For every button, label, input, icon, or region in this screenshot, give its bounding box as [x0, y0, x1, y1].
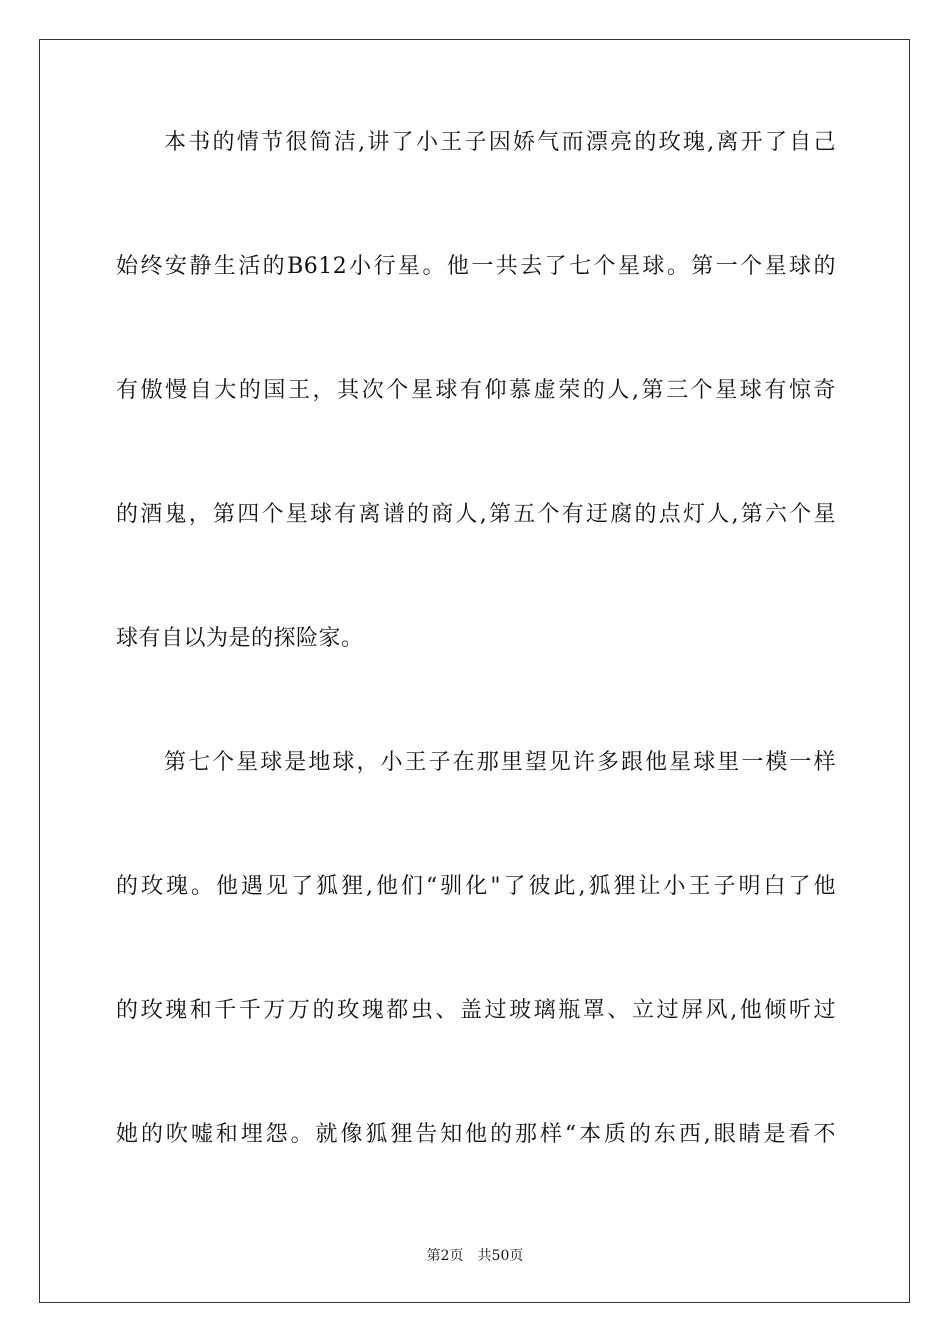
paragraph-1-line-2: 始终安静生活的B612小行星。他一共去了七个星球。第一个星球的 — [116, 254, 836, 279]
page-number: 第2页 — [426, 1248, 464, 1264]
paragraph-2-line-3: 的玫瑰和千千万万的玫瑰都虫、盖过玻璃瓶罩、立过屏风,他倾听过 — [116, 998, 836, 1023]
paragraph-2-line-4: 她的吹嘘和埋怨。就像狐狸告知他的那样“本质的东西,眼睛是看不 — [116, 1122, 836, 1147]
paragraph-2-line-2: 的玫瑰。他遇见了狐狸,他们“驯化"了彼此,狐狸让小王子明白了他 — [116, 874, 836, 899]
page-frame — [39, 39, 910, 1303]
page-footer — [0, 1246, 950, 1266]
paragraph-2-line-1: 第七个星球是地球，小王子在那里望见许多跟他星球里一模一样 — [164, 750, 836, 775]
page-total: 共50页 — [477, 1248, 524, 1264]
paragraph-1-line-3: 有傲慢自大的国王，其次个星球有仰慕虚荣的人,第三个星球有惊奇 — [116, 378, 836, 403]
paragraph-1-line-5: 球有自以为是的探险家。 — [116, 626, 364, 651]
paragraph-1-line-4: 的酒鬼，第四个星球有离谱的商人,第五个有迂腐的点灯人,第六个星 — [116, 502, 836, 527]
paragraph-1-line-1: 本书的情节很简洁,讲了小王子因娇气而漂亮的玫瑰,离开了自己 — [164, 130, 836, 155]
